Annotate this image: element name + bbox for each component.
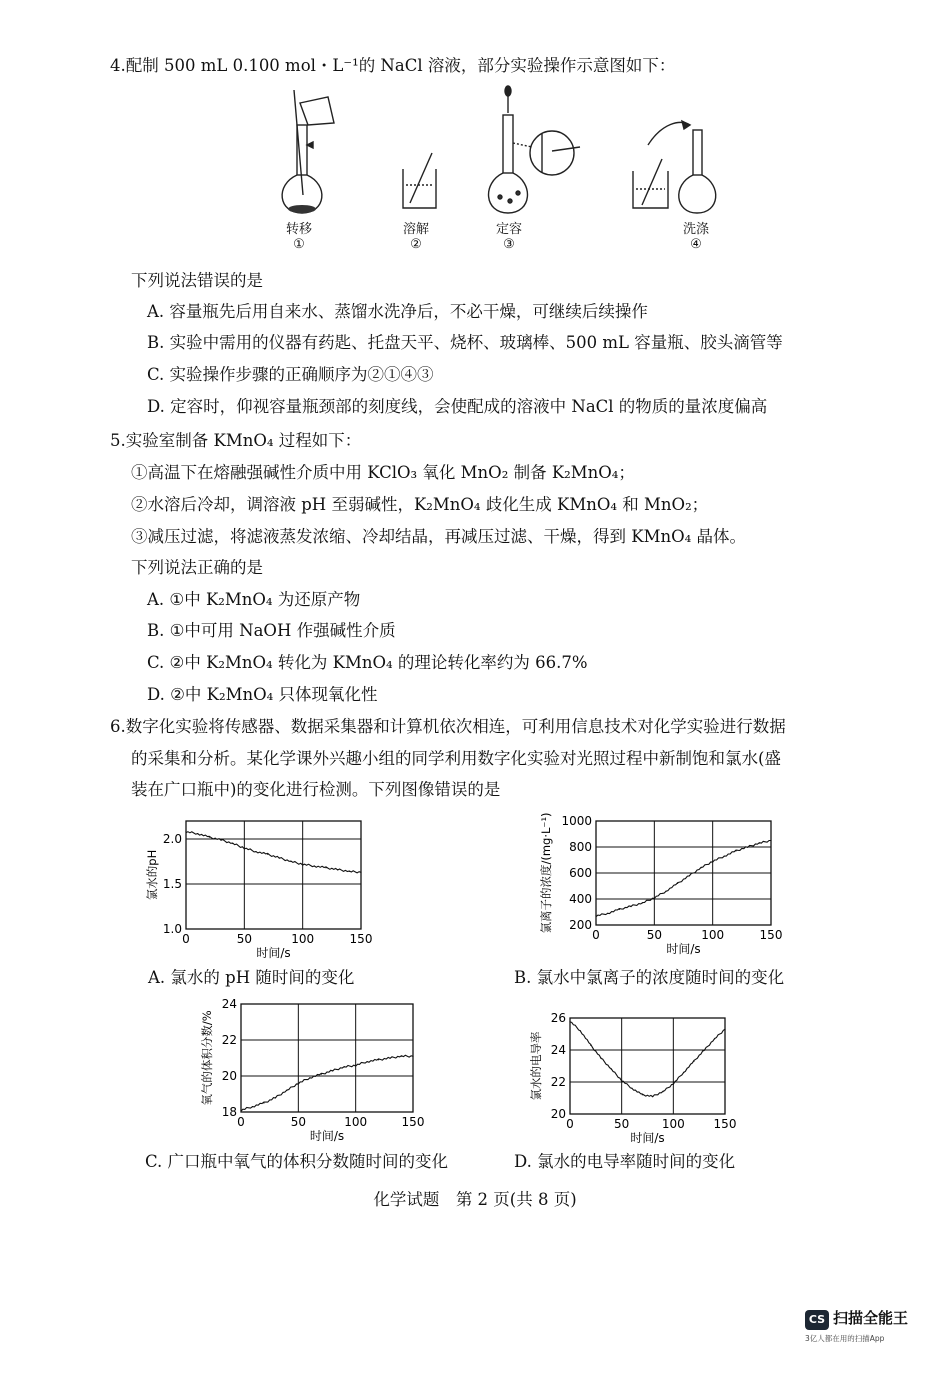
data-point	[360, 872, 361, 873]
dissolve-illustration	[403, 153, 436, 208]
x-tick-label: 0	[592, 928, 600, 942]
x-tick-label: 150	[713, 1117, 737, 1131]
q4-option-d: D. 定容时，仰视容量瓶颈部的刻度线，会使配成的溶液中 NaCl 的物质的量浓度偏高	[147, 397, 768, 416]
chart-d-conductivity	[528, 1011, 743, 1145]
x-axis-label: 时间/s	[256, 946, 291, 960]
x-tick-label: 150	[349, 932, 373, 946]
x-tick-label: 100	[661, 1117, 685, 1131]
x-tick-label: 0	[182, 932, 190, 946]
x-tick-label: 0	[566, 1117, 574, 1131]
step-1-label: 转移 ①	[286, 222, 313, 252]
x-tick-label: 150	[759, 928, 783, 942]
data-point	[724, 1029, 725, 1030]
data-point	[279, 857, 280, 858]
series-line	[241, 1055, 413, 1111]
plot-frame	[570, 1018, 725, 1114]
y-tick-label: 22	[221, 1033, 237, 1047]
series-line	[596, 841, 771, 917]
data-point	[621, 1080, 622, 1081]
data-point	[712, 861, 713, 862]
y-axis-label: 氯水的电导率	[529, 1031, 543, 1101]
x-tick-label: 50	[290, 1115, 306, 1129]
x-tick-label: 50	[646, 928, 662, 942]
data-point	[337, 869, 338, 870]
data-point	[267, 854, 268, 855]
q4-prompt: 下列说法错误的是	[131, 271, 263, 290]
q5-stem: 5.实验室制备 KMnO₄ 过程如下：	[110, 431, 362, 450]
y-tick-label: 2.0	[162, 832, 182, 846]
chart-c-oxygen	[195, 997, 425, 1143]
scanner-tagline: 3亿人都在用的扫描App	[805, 1334, 885, 1343]
data-point	[355, 1065, 356, 1066]
scanner-name: 扫描全能王	[833, 1309, 909, 1327]
transfer-illustration	[282, 90, 334, 213]
q5-step-1: ①高温下在熔融强碱性介质中用 KClO₃ 氧化 MnO₂ 制备 K₂MnO₄；	[131, 463, 635, 482]
y-tick-label: 24	[221, 997, 237, 1011]
y-tick-label: 22	[550, 1075, 566, 1089]
data-point	[412, 1056, 413, 1057]
chart-d-caption: D. 氯水的电导率随时间的变化	[514, 1152, 736, 1171]
data-point	[677, 883, 678, 884]
data-point	[735, 850, 736, 851]
data-point	[314, 865, 315, 866]
data-point	[652, 1096, 653, 1097]
q4-apparatus-diagram	[270, 85, 730, 225]
data-point	[700, 867, 701, 868]
data-point	[642, 902, 643, 903]
series-line	[570, 1022, 725, 1097]
y-tick-label: 18	[221, 1105, 237, 1119]
x-tick-label: 0	[237, 1115, 245, 1129]
x-tick-label: 50	[236, 932, 252, 946]
data-point	[724, 856, 725, 857]
q5-option-b: B. ①中可用 NaOH 作强碱性介质	[147, 621, 396, 640]
x-tick-label: 150	[401, 1115, 425, 1129]
data-point	[286, 1090, 287, 1091]
data-point	[298, 1083, 299, 1084]
y-tick-label: 600	[569, 866, 592, 880]
x-axis-label: 时间/s	[630, 1131, 665, 1145]
q5-option-a: A. ①中 K₂MnO₄ 为还原产物	[147, 590, 361, 609]
series-line	[186, 832, 361, 873]
data-point	[642, 1094, 643, 1095]
x-axis-label: 时间/s	[309, 1129, 345, 1143]
q6-stem-line-2: 的采集和分析。某化学课外兴趣小组的同学利用数字化实验对光照过程中新制饱和氯水(盛	[131, 749, 781, 768]
step-3-label: 定容 ③	[496, 222, 523, 252]
data-point	[240, 1110, 241, 1111]
y-axis-label: 氯离子的浓度/(mg·L⁻¹)	[539, 812, 553, 934]
x-tick-label: 100	[344, 1115, 368, 1129]
y-tick-label: 200	[569, 918, 592, 932]
data-point	[389, 1057, 390, 1058]
q6-stem-line-1: 6.数字化实验将传感器、数据采集器和计算机依次相连，可利用信息技术对化学实验进行数据	[110, 717, 786, 736]
q5-step-2: ②水溶后冷却，调溶液 pH 至弱碱性，K₂MnO₄ 歧化生成 KMnO₄ 和 MnO₂；	[131, 495, 709, 514]
q4-option-c: C. 实验操作步骤的正确顺序为②①④③	[147, 365, 434, 384]
y-tick-label: 800	[569, 840, 592, 854]
data-point	[630, 906, 631, 907]
data-point	[607, 913, 608, 914]
y-tick-label: 1.0	[162, 922, 182, 936]
data-point	[232, 843, 233, 844]
data-point	[185, 831, 186, 832]
data-point	[714, 1038, 715, 1039]
data-point	[747, 846, 748, 847]
fix-volume-illustration	[489, 86, 580, 213]
y-tick-label: 24	[550, 1043, 566, 1057]
data-point	[662, 1091, 663, 1092]
data-point	[631, 1088, 632, 1089]
x-tick-label: 50	[614, 1117, 630, 1131]
data-point	[704, 1049, 705, 1050]
data-point	[244, 847, 245, 848]
data-point	[325, 867, 326, 868]
cs-logo-icon: CS	[805, 1310, 829, 1330]
data-point	[290, 861, 291, 862]
q5-prompt: 下列说法正确的是	[131, 558, 263, 577]
y-axis-label: 氧气的体积分数/%	[200, 1010, 214, 1106]
data-point	[344, 1066, 345, 1067]
x-tick-label: 100	[701, 928, 725, 942]
data-point	[321, 1074, 322, 1075]
data-point	[654, 897, 655, 898]
data-point	[689, 875, 690, 876]
x-axis-label: 时间/s	[666, 942, 701, 956]
data-point	[693, 1061, 694, 1062]
data-point	[770, 840, 771, 841]
page-footer: 化学试题 第 2 页(共 8 页)	[373, 1190, 577, 1209]
data-point	[673, 1083, 674, 1084]
data-point	[683, 1072, 684, 1073]
data-point	[252, 1106, 253, 1107]
chart-a-ph	[140, 815, 380, 960]
x-tick-label: 100	[291, 932, 315, 946]
data-point	[401, 1056, 402, 1057]
data-point	[569, 1021, 570, 1022]
y-tick-label: 20	[221, 1069, 237, 1083]
y-tick-label: 26	[550, 1011, 566, 1025]
data-point	[367, 1061, 368, 1062]
chart-b-caption: B. 氯水中氯离子的浓度随时间的变化	[514, 968, 785, 987]
data-point	[263, 1102, 264, 1103]
data-point	[759, 843, 760, 844]
q4-option-a: A. 容量瓶先后用自来水、蒸馏水洗净后，不必干燥，可继续后续操作	[147, 302, 648, 321]
data-point	[611, 1069, 612, 1070]
y-tick-label: 1.5	[162, 877, 182, 891]
y-tick-label: 20	[550, 1107, 566, 1121]
wash-illustration	[633, 121, 716, 213]
y-axis-label: 氯水的pH	[145, 849, 159, 901]
chart-b-chloride	[530, 812, 783, 956]
q4-option-b: B. 实验中需用的仪器有药匙、托盘天平、烧杯、玻璃棒、500 mL 容量瓶、胶头滴管等	[147, 333, 783, 352]
data-point	[665, 891, 666, 892]
data-point	[220, 839, 221, 840]
q4-stem: 4.配制 500 mL 0.100 mol・L⁻¹的 NaCl 溶液，部分实验操作示意图如下：	[110, 56, 676, 75]
y-tick-label: 400	[569, 892, 592, 906]
data-point	[595, 915, 596, 916]
step-2-label: 溶解 ②	[403, 222, 430, 252]
data-point	[255, 851, 256, 852]
data-point	[349, 871, 350, 872]
data-point	[197, 833, 198, 834]
step-4-label: 洗涤 ④	[683, 222, 710, 252]
data-point	[302, 864, 303, 865]
data-point	[580, 1030, 581, 1031]
data-point	[275, 1097, 276, 1098]
data-point	[600, 1057, 601, 1058]
data-point	[378, 1059, 379, 1060]
data-point	[209, 837, 210, 838]
data-point	[309, 1077, 310, 1078]
q5-step-3: ③减压过滤，将滤液蒸发浓缩、冷却结晶，再减压过滤、干燥，得到 KMnO₄ 晶体。	[131, 527, 746, 546]
q6-stem-line-3: 装在广口瓶中)的变化进行检测。下列图像错误的是	[131, 780, 501, 799]
data-point	[332, 1070, 333, 1071]
plot-frame	[186, 821, 361, 929]
data-point	[590, 1045, 591, 1046]
q5-option-d: D. ②中 K₂MnO₄ 只体现氧化性	[147, 685, 378, 704]
chart-a-caption: A. 氯水的 pH 随时间的变化	[148, 968, 355, 987]
y-tick-label: 1000	[561, 814, 592, 828]
scanner-watermark	[805, 1308, 909, 1343]
chart-c-caption: C. 广口瓶中氧气的体积分数随时间的变化	[145, 1152, 449, 1171]
data-point	[619, 909, 620, 910]
q5-option-c: C. ②中 K₂MnO₄ 转化为 KMnO₄ 的理论转化率约为 66.7%	[147, 653, 588, 672]
